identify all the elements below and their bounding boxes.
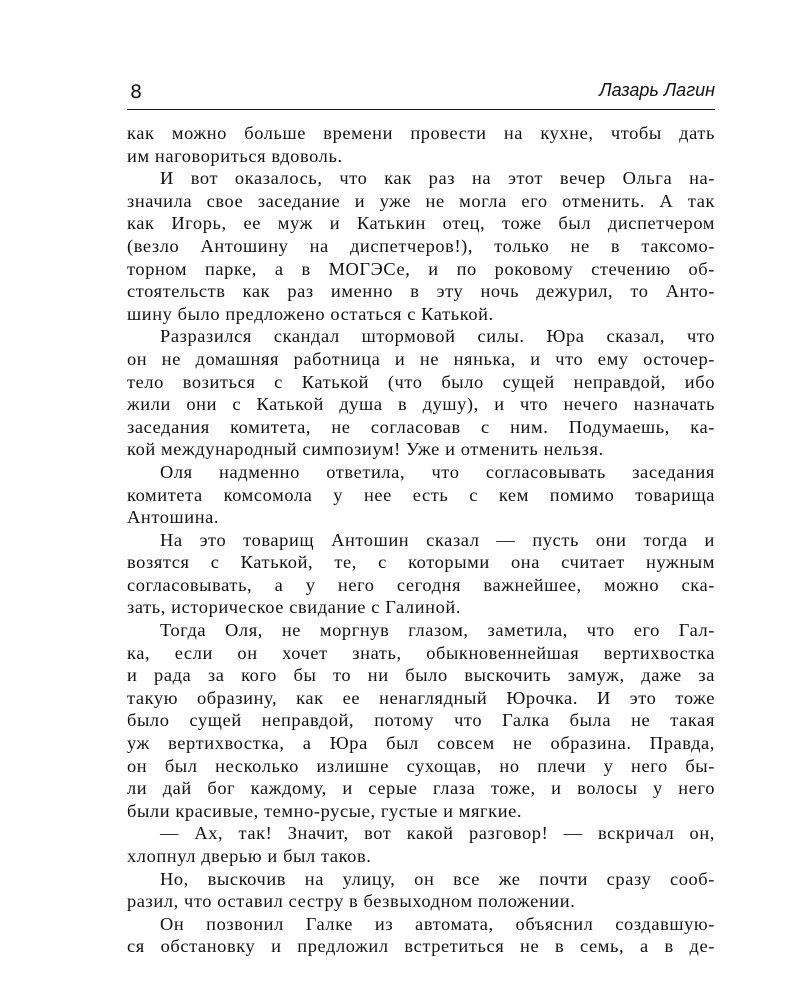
text-line: уж вертихвостка, а Юра был совсем не образина. Правда, (127, 733, 715, 754)
text-line: ли дай бог каждому, и серые глаза тоже, и волосы у него (127, 778, 715, 799)
text-line: Разразился скандал штормовой силы. Юра сказал, что (160, 326, 715, 347)
text-line: — Ах, так! Значит, вот какой разговор! — вскричал он, (160, 823, 715, 844)
text-line: ся обстановку и предложил встретиться не в семь, а в де- (127, 936, 715, 957)
text-line: как можно больше времени провести на кухне, чтобы дать (127, 123, 715, 143)
text-line: (везло Антошину на диспетчеров!), только не в таксомо- (127, 235, 715, 256)
text-line: торном парке, а в МОГЭСе, и по роковому стечению об- (127, 258, 715, 279)
text-line: значила свое заседание и уже не могла его отменить. А так (127, 190, 715, 211)
body-text (127, 122, 715, 958)
text-line: и рада за кого бы то ни было выскочить замуж, даже за (127, 665, 715, 686)
text-line: стоятельств как раз именно в эту ночь дежурил, то Анто- (127, 281, 715, 302)
text-line: комитета комсомола у нее есть с кем помимо товарища (127, 484, 715, 505)
text-line: возятся с Катькой, те, с которыми она считает нужным (127, 552, 715, 573)
page-number: 8 (130, 81, 143, 103)
text-line: тело возиться с Катькой (что было сущей неправдой, ибо (127, 371, 715, 392)
text-line: заседания комитета, не согласовав с ним. Подумаешь, ка- (127, 416, 715, 437)
text-line: было сущей неправдой, потому что Галка была не такая (127, 710, 715, 731)
text-line: он не домашняя работница и не нянька, и что ему осточер- (127, 348, 715, 369)
page-header (127, 79, 715, 110)
text-line: шину было предложено остаться с Катькой. (127, 303, 494, 324)
running-title: Лазарь Лагин (599, 80, 715, 100)
text-line: кой международный симпозиум! Уже и отменить нельзя. (127, 439, 604, 460)
text-line: как Игорь, ее муж и Катькин отец, тоже был диспетчером (127, 213, 715, 234)
text-line: разил, что оставил сестру в безвыходном положении. (127, 891, 576, 912)
text-line: согласовывать, а у него сегодня важнейшее, можно ска- (127, 574, 715, 595)
text-line: Но, выскочив на улицу, он все же почти сразу сооб- (160, 868, 715, 889)
text-line: ка, если он хочет знать, обыкновеннейшая вертихвостка (127, 642, 715, 663)
text-line: Тогда Оля, не моргнув глазом, заметила, что его Гал- (160, 620, 715, 641)
text-line: Оля надменно ответила, что согласовывать заседания (160, 461, 715, 482)
text-line: зать, историческое свидание с Галиной. (127, 597, 462, 618)
text-line: Антошина. (127, 507, 220, 528)
text-line: хлопнул дверью и был таков. (127, 846, 372, 866)
text-line: были красивые, темно-русые, густые и мягкие. (127, 800, 523, 821)
text-line: им наговориться вдоволь. (127, 145, 343, 166)
text-line: жили они с Катькой душа в душу), и что нечего назначать (127, 394, 715, 415)
text-line: На это товарищ Антошин сказал — пусть они тогда и (160, 529, 715, 550)
text-line: он был несколько излишне сухощав, но плечи у него бы- (127, 755, 715, 776)
text-line: Он позвонил Галке из автомата, объяснил создавшую- (160, 913, 715, 934)
text-line: такую образину, как ее ненаглядный Юрочка. И это тоже (127, 687, 715, 708)
text-line: И вот оказалось, что как раз на этот вечер Ольга на- (160, 168, 715, 189)
